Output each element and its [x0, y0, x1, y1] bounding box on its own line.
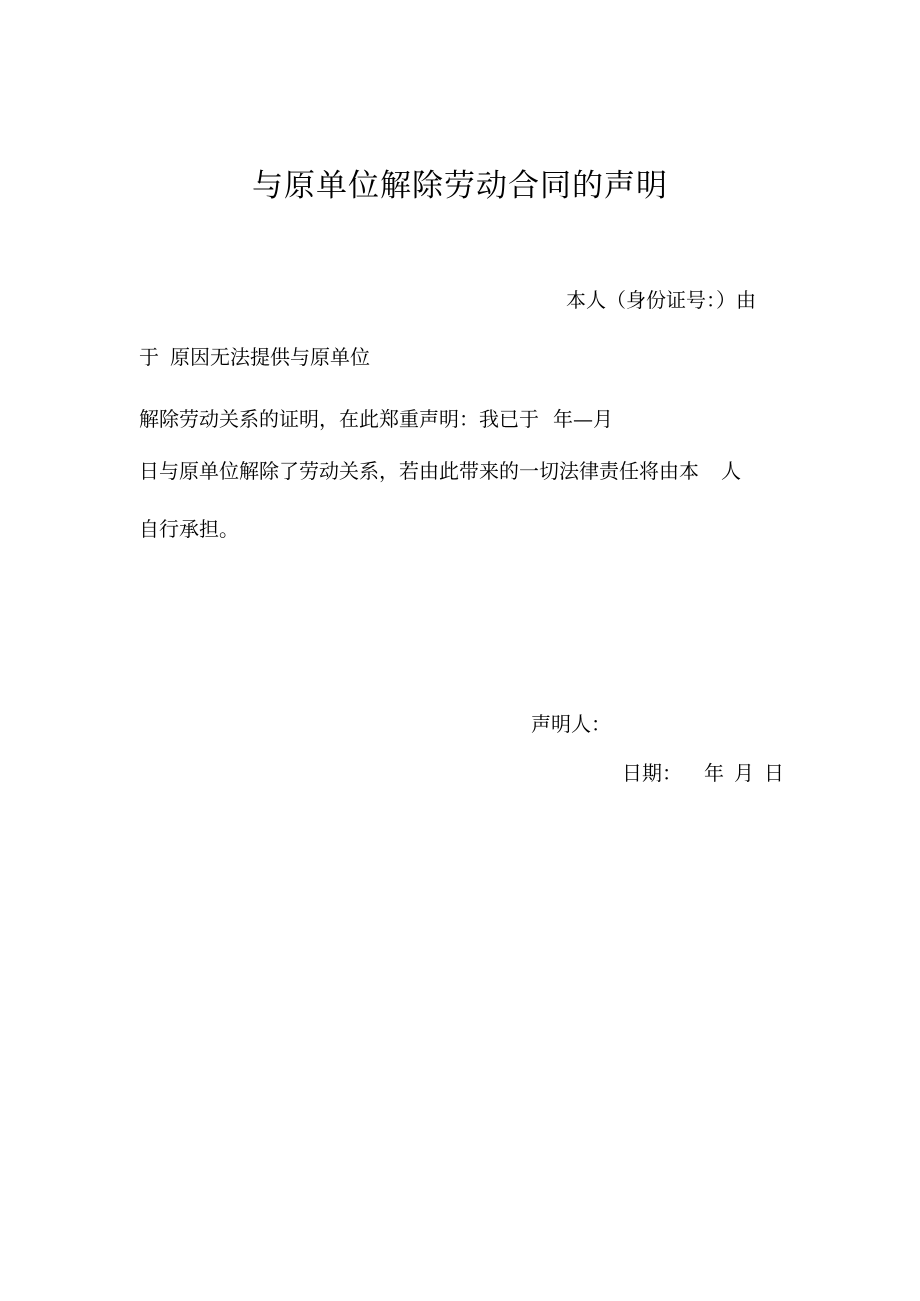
- declarant-label: 声明人：: [531, 712, 611, 736]
- date-line: [622, 759, 784, 787]
- body-line-3-text: 解除劳动关系的证明，在此郑重声明：我已于: [139, 407, 539, 431]
- date-month: 月: [734, 761, 754, 785]
- body-line-2-text: 原因无法提供与原单位: [170, 345, 370, 369]
- date-day: 日: [764, 761, 784, 785]
- body-line-2: [139, 343, 370, 371]
- document-title: 与原单位解除劳动合同的声明: [252, 168, 668, 204]
- body-line-1-text: 本人（身份证号：）由: [566, 288, 756, 312]
- declarant-line: [531, 710, 611, 738]
- body-line-1: [566, 286, 756, 314]
- body-line-3: [139, 405, 613, 433]
- body-line-4-end: 人: [721, 459, 741, 483]
- date-label: 日期：: [622, 761, 682, 785]
- body-line-5: [139, 515, 239, 543]
- body-line-3-date: 年—月: [553, 407, 613, 431]
- body-line-2-start: 于: [139, 345, 159, 369]
- date-year: 年: [704, 761, 724, 785]
- body-line-4: [139, 457, 741, 485]
- body-line-5-text: 自行承担。: [139, 517, 239, 541]
- body-line-4-text: 日与原单位解除了劳动关系，若由此带来的一切法律责任将由本: [139, 459, 699, 483]
